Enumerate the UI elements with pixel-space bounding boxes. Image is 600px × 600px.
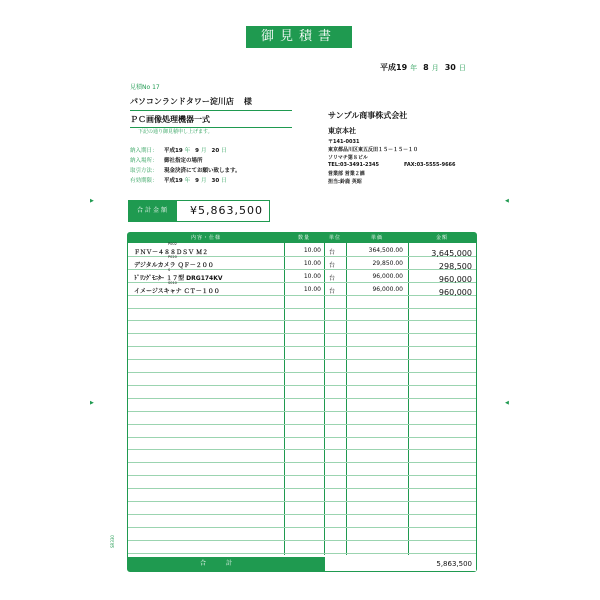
header-unit-price: 単価 bbox=[370, 235, 383, 241]
header-amount: 金額 bbox=[435, 235, 448, 241]
item-quantity: 10.00 bbox=[303, 272, 321, 280]
item-amount: 960,000 bbox=[438, 274, 472, 284]
margin-triangle-icon: ◀ bbox=[505, 198, 509, 204]
column-divider bbox=[346, 243, 347, 555]
footer-total-box bbox=[324, 557, 476, 571]
quote-subject: ＰＣ画像処理機器一式 bbox=[130, 114, 292, 128]
row-divider bbox=[128, 372, 476, 373]
row-divider bbox=[128, 411, 476, 412]
item-amount: 960,000 bbox=[438, 287, 472, 297]
item-code: P002 bbox=[168, 242, 177, 246]
condition-part: 20 bbox=[211, 148, 220, 154]
condition-value: 平成19 bbox=[164, 148, 183, 154]
date-year-unit: 年 bbox=[410, 64, 418, 72]
total-amount-label: 合計金額 bbox=[129, 201, 177, 221]
item-quantity: 10.00 bbox=[303, 247, 321, 254]
footer-total-value: 5,863,500 bbox=[436, 560, 472, 568]
condition-part: 月 bbox=[201, 178, 207, 184]
row-divider bbox=[128, 514, 476, 515]
total-amount-box bbox=[128, 200, 270, 222]
row-divider bbox=[128, 475, 476, 476]
item-unit-price: 29,850.00 bbox=[372, 259, 403, 267]
issuer-branch: 東京本社 bbox=[328, 127, 356, 135]
quote-number: 見積No 17 bbox=[130, 84, 160, 91]
condition-delivery-date bbox=[130, 146, 232, 154]
row-divider bbox=[128, 320, 476, 321]
column-divider bbox=[408, 243, 409, 555]
form-side-code: SR330 bbox=[110, 535, 115, 548]
issue-date bbox=[380, 62, 472, 73]
margin-triangle-icon: ▶ bbox=[90, 400, 94, 406]
row-divider bbox=[128, 437, 476, 438]
row-divider bbox=[128, 553, 476, 554]
item-amount: 298,500 bbox=[438, 261, 472, 271]
condition-part: 9 bbox=[195, 148, 199, 154]
item-amount: 3,645,000 bbox=[431, 249, 472, 258]
condition-payment-method bbox=[130, 166, 241, 174]
row-divider bbox=[128, 488, 476, 489]
condition-label: 取引方法： bbox=[130, 168, 158, 174]
customer-honorific: 様 bbox=[243, 97, 252, 106]
item-description: ＦＮＶ－４８８ＤＳＶ Ｍ２ bbox=[134, 249, 209, 256]
condition-delivery-place bbox=[130, 156, 203, 164]
row-divider bbox=[128, 501, 476, 502]
item-code: S010 bbox=[168, 280, 177, 285]
condition-value: 現金決済にてお願い致します。 bbox=[164, 168, 241, 174]
issuer-dept: 営業部 営業２課 bbox=[328, 171, 365, 177]
item-unit: 台 bbox=[329, 274, 336, 282]
total-amount-value: ¥5,863,500 bbox=[190, 204, 263, 217]
row-divider bbox=[128, 359, 476, 360]
row-divider bbox=[128, 308, 476, 309]
header-quantity: 数量 bbox=[297, 235, 310, 241]
margin-triangle-icon: ◀ bbox=[505, 400, 509, 406]
header-unit: 単位 bbox=[328, 235, 341, 241]
item-unit-price: 96,000.00 bbox=[372, 272, 403, 280]
item-description: ﾄﾞﾘﾝｸﾞﾓﾆﾀｰ １７型 DRG174KV bbox=[134, 274, 223, 282]
customer-name-text: パソコンランドタワー淀川店 bbox=[130, 97, 234, 106]
item-description: デジタルカメラ ＱＦ－２００ bbox=[134, 261, 214, 269]
item-description: イメージスキャナ ＣＴ－１００ bbox=[134, 287, 220, 295]
item-quantity: 10.00 bbox=[303, 259, 321, 267]
date-day: 30 bbox=[444, 63, 456, 72]
issuer-postal: 〒141-0031 bbox=[328, 139, 360, 145]
condition-label: 納入期日： bbox=[130, 148, 158, 154]
condition-part: 年 bbox=[184, 178, 191, 184]
row-divider bbox=[128, 540, 476, 541]
row-divider bbox=[128, 333, 476, 334]
row-divider bbox=[128, 398, 476, 399]
date-day-unit: 日 bbox=[458, 64, 466, 72]
table-header bbox=[128, 233, 476, 243]
item-unit-price: 364,500.00 bbox=[368, 247, 403, 254]
item-quantity: 10.00 bbox=[303, 285, 321, 293]
row-divider bbox=[128, 449, 476, 450]
customer-name bbox=[130, 96, 292, 111]
table-footer bbox=[128, 557, 476, 571]
item-code: P020 bbox=[168, 254, 177, 259]
issuer-address2: ソリマチ第８ビル bbox=[328, 155, 368, 161]
row-divider bbox=[128, 385, 476, 386]
item-unit: 台 bbox=[329, 249, 336, 256]
item-unit: 台 bbox=[329, 287, 336, 295]
condition-label: 納入場所： bbox=[130, 158, 158, 164]
item-code: S bbox=[168, 267, 171, 272]
row-divider bbox=[128, 527, 476, 528]
margin-triangle-icon: ▶ bbox=[90, 198, 94, 204]
date-era-year: 平成19 bbox=[380, 63, 408, 72]
issuer-address1: 東京都品川区東五反田１５－１５－１０ bbox=[328, 147, 419, 153]
item-unit: 台 bbox=[329, 261, 336, 269]
item-unit-price: 96,000.00 bbox=[372, 285, 403, 293]
condition-valid-until bbox=[130, 176, 232, 184]
quote-items-table bbox=[127, 232, 477, 572]
date-month: 8 bbox=[423, 63, 429, 72]
issuer-person: 担当:鈴鹿 英昭 bbox=[328, 179, 362, 185]
condition-part: 日 bbox=[221, 148, 227, 154]
condition-part: 月 bbox=[201, 148, 207, 154]
row-divider bbox=[128, 424, 476, 425]
condition-part: 日 bbox=[221, 178, 227, 184]
row-divider bbox=[128, 462, 476, 463]
document-title: 御見積書 bbox=[246, 26, 352, 48]
row-divider bbox=[128, 346, 476, 347]
condition-part: 年 bbox=[184, 148, 191, 154]
column-divider bbox=[284, 243, 285, 555]
date-month-unit: 月 bbox=[431, 64, 439, 72]
condition-part: 30 bbox=[211, 178, 220, 184]
quote-note: 下記の通り御見積申し上げます。 bbox=[138, 129, 213, 135]
condition-value: 御社指定の場所 bbox=[164, 158, 203, 164]
issuer-company: サンプル商事株式会社 bbox=[328, 111, 408, 120]
issuer-tel: TEL:03-3491-2345 bbox=[328, 162, 379, 168]
condition-label: 有効期限： bbox=[130, 178, 158, 184]
column-divider bbox=[324, 243, 325, 555]
header-description: 内容・仕様 bbox=[190, 235, 221, 241]
issuer-fax: FAX:03-5555-9666 bbox=[404, 162, 456, 168]
condition-value: 平成19 bbox=[164, 178, 183, 184]
footer-total-label: 合計 bbox=[199, 560, 252, 567]
condition-part: 9 bbox=[195, 178, 199, 184]
